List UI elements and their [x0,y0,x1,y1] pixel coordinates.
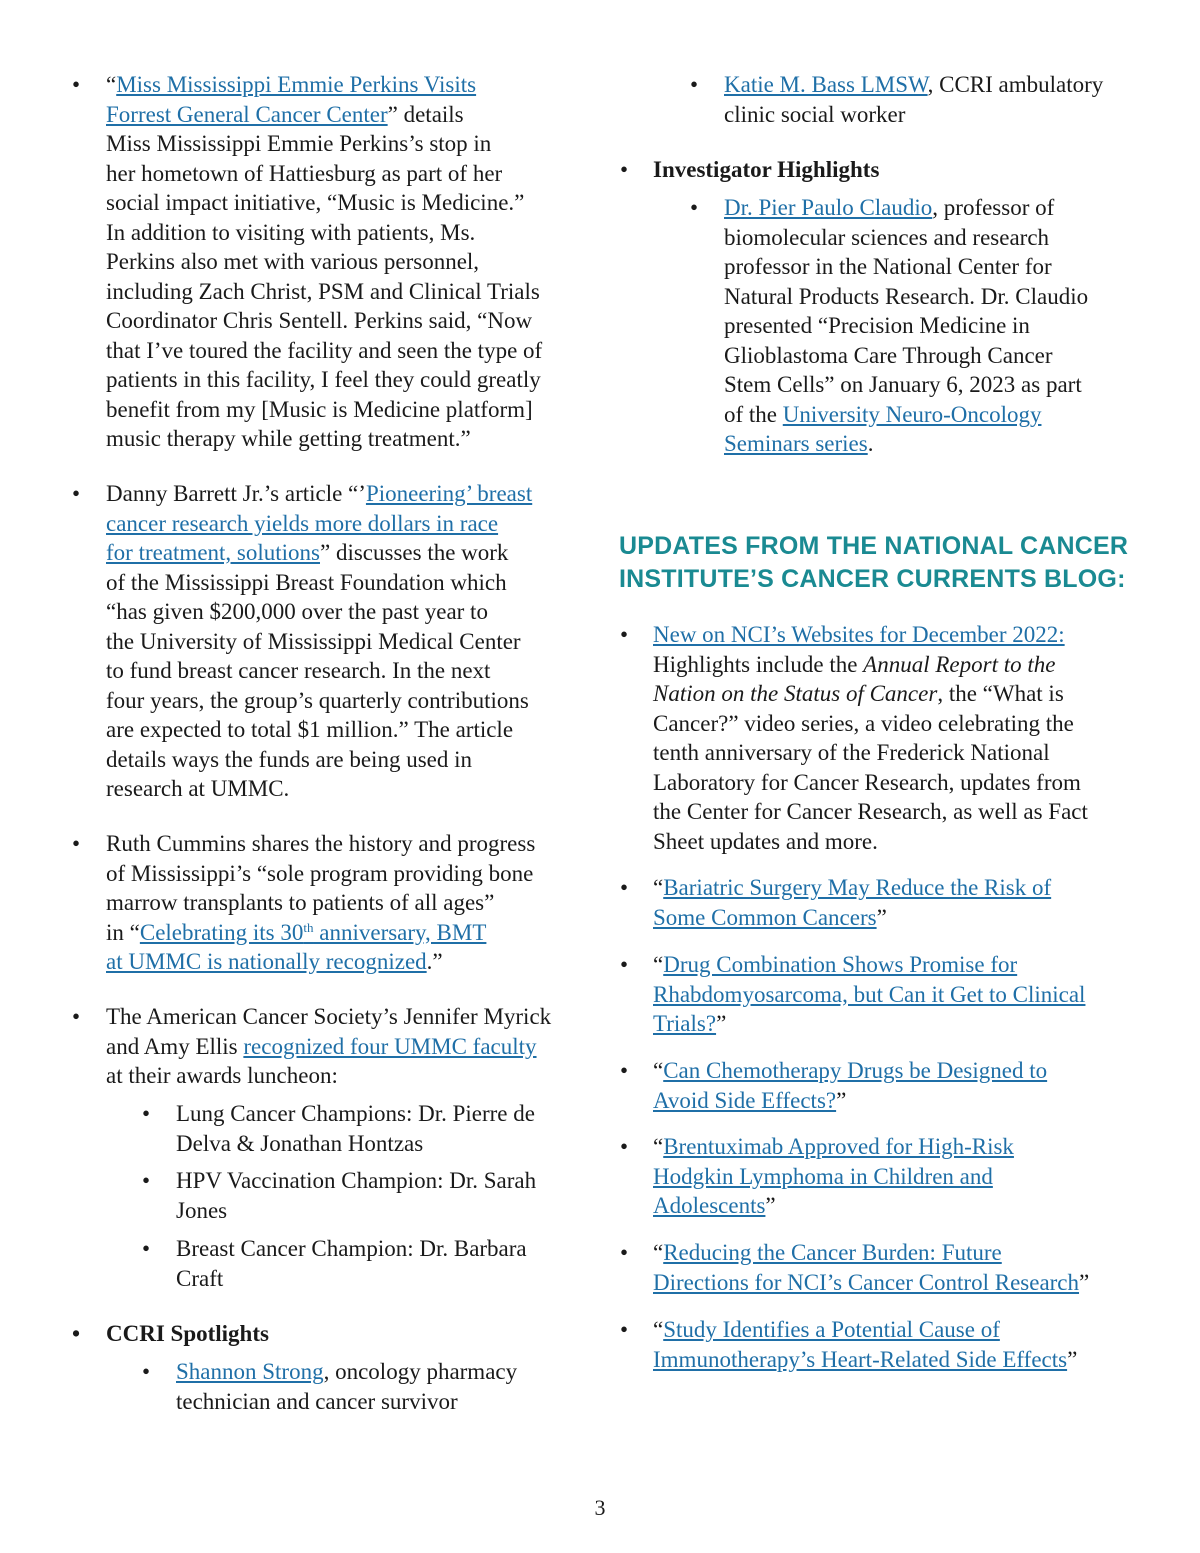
link-pioneering-breast-cancer-cont[interactable]: cancer research yields more dollars in race [106,510,499,536]
text-line: the University of Mississippi Medical Center [106,628,521,654]
text-line: Natural Products Research. Dr. Claudio [724,283,1089,309]
sub-item-hpv [176,1166,536,1225]
text-line: her hometown of Hattiesburg as part of her [106,160,503,186]
text: , CCRI ambulatory [927,72,1104,97]
text: Highlights include the [653,651,864,677]
text-line: are expected to total $1 million.” The article [106,717,514,742]
list-item-nci-websites [653,620,1088,856]
link-neuro-oncology-seminars-cont[interactable]: Seminars series [724,431,868,456]
sub-item-katie-bass [724,70,1103,129]
text: ” details [387,101,464,127]
bullet: • [620,875,629,900]
link-blog-drug-combination[interactable]: Drug Combination Shows Promise for [663,952,1018,977]
bullet: • [620,1240,629,1265]
link-shannon-strong[interactable]: Shannon Strong [176,1359,324,1384]
italic-title: Nation on the Status of Cancer [653,681,938,706]
list-item-blog [653,1238,1089,1297]
section-heading-nci-updates [619,530,1159,596]
bullet: • [620,1134,629,1159]
link-blog-cancer-burden[interactable]: Reducing the Cancer Burden: Future [663,1240,1002,1265]
text-line: four years, the group’s quarterly contributions [106,687,529,713]
sub-bullet: • [142,1359,151,1384]
link-nci-websites[interactable]: New on NCI’s Websites for December 2022: [653,622,1065,647]
link-blog-bariatric[interactable]: Bariatric Surgery May Reduce the Risk of [663,875,1052,900]
text-line: Glioblastoma Care Through Cancer [724,342,1053,368]
text-line: tenth anniversary of the Frederick National [653,740,1050,765]
link-katie-bass[interactable]: Katie M. Bass LMSW [724,72,928,97]
list-item-blog [653,1132,1014,1221]
bullet: • [72,1004,81,1029]
bullet: • [72,831,81,856]
text: Danny Barrett Jr.’s article “’ [106,481,366,506]
text: of the [724,401,783,427]
bullet: • [72,1321,81,1346]
link-blog-brentuximab-cont[interactable]: Hodgkin Lymphoma in Children and [653,1163,993,1189]
open-quote: “ [653,1134,664,1159]
text-line: clinic social worker [724,101,906,127]
sub-bullet: • [142,1168,151,1193]
text: and Amy Ellis [106,1033,244,1059]
sub-bullet: • [690,195,699,220]
text: .” [426,949,443,974]
text: , the “What is [937,681,1064,706]
text-line: technician and cancer survivor [176,1388,458,1414]
text-line: details ways the funds are being used in [106,746,472,772]
link-emmie-perkins-cont[interactable]: Forrest General Cancer Center [106,101,388,127]
text-line: The American Cancer Society’s Jennifer Myrick [106,1004,552,1029]
text: in “ [106,919,140,945]
text-line: Lung Cancer Champions: Dr. Pierre de [176,1101,535,1126]
list-item-bmt-ummc [106,829,535,977]
text-line: of the Mississippi Breast Foundation which [106,569,507,595]
list-item-acs-awards [106,1002,551,1091]
heading-line: INSTITUTE’S CANCER CURRENTS BLOG: [619,565,1126,593]
link-blog-drug-combination-cont[interactable]: Trials? [653,1011,717,1036]
sub-bullet: • [142,1101,151,1126]
text-line: social impact initiative, “Music is Medicine.” [106,190,525,215]
open-quote: “ [653,952,664,977]
text: , oncology pharmacy [323,1359,518,1384]
ccri-spotlights-title: CCRI Spotlights [106,1321,269,1346]
text-line: to fund breast cancer research. In the next [106,658,491,683]
text-line: presented “Precision Medicine in [724,313,1030,338]
bullet: • [620,622,629,647]
text-line: Sheet updates and more. [653,828,878,854]
text-line: Ruth Cummins shares the history and progress [106,831,536,856]
close-quote: ” [836,1087,847,1113]
link-text: Celebrating its 30 [139,919,304,945]
open-quote: “ [653,1240,664,1265]
bullet: • [620,1058,629,1083]
text: ” discusses the work [320,540,509,565]
sub-item-breast-cancer [176,1234,527,1293]
link-emmie-perkins[interactable]: Miss Mississippi Emmie Perkins Visits [116,72,477,97]
link-neuro-oncology-seminars[interactable]: University Neuro-Oncology [782,401,1042,427]
bullet: • [620,1317,629,1342]
open-quote: “ [106,72,117,97]
close-quote: ” [876,904,887,930]
text-line: the Center for Cancer Research, as well as Fact [653,799,1088,824]
link-blog-cancer-burden-cont[interactable]: Directions for NCI’s Cancer Control Research [653,1269,1080,1295]
list-item-blog [653,1315,1077,1374]
sub-bullet: • [690,72,699,97]
heading-line: UPDATES FROM THE NATIONAL CANCER [619,532,1129,560]
text-line: Laboratory for Cancer Research, updates from [653,769,1081,795]
list-item-blog [653,1056,1047,1115]
link-celebrating-bmt-cont[interactable]: at UMMC is nationally recognized [106,949,427,974]
sub-bullet: • [142,1236,151,1261]
text-line: Stem Cells” on January 6, 2023 as part [724,372,1082,397]
link-blog-brentuximab[interactable]: Brentuximab Approved for High-Risk [663,1134,1014,1159]
link-pioneering-breast-cancer[interactable]: Pioneering’ breast [365,481,533,506]
bullet: • [620,952,629,977]
link-claudio[interactable]: Dr. Pier Paulo Claudio [724,195,933,220]
superscript: th [303,919,314,935]
sub-item-lung-cancer [176,1099,535,1158]
link-blog-immunotherapy-cont[interactable]: Immunotherapy’s Heart-Related Side Effects [653,1346,1068,1372]
text-line: Miss Mississippi Emmie Perkins’s stop in [106,131,492,156]
text: , professor of [932,195,1055,220]
italic-title: Annual Report to the [863,651,1056,677]
link-recognized-faculty[interactable]: recognized four UMMC faculty [243,1033,537,1059]
link-celebrating-bmt[interactable] [140,920,487,945]
list-item-blog [653,873,1051,932]
link-blog-drug-combination-cont[interactable]: Rhabdomyosarcoma, but Can it Get to Clinical [653,981,1086,1007]
open-quote: “ [653,1058,664,1083]
close-quote: ” [765,1193,776,1218]
text-line: patients in this facility, I feel they could greatly [106,367,541,392]
open-quote: “ [653,875,664,900]
link-text: anniversary, BMT [313,919,487,945]
text-line: research at UMMC. [106,776,290,801]
sub-item-claudio [724,193,1088,459]
text-line: HPV Vaccination Champion: Dr. Sarah [176,1168,537,1193]
link-pioneering-breast-cancer-cont[interactable]: for treatment, solutions [106,540,320,565]
bullet: • [72,72,81,97]
bullet: • [620,157,629,182]
bullet: • [72,481,81,506]
text-line: biomolecular sciences and research [724,224,1050,250]
text-line: Breast Cancer Champion: Dr. Barbara [176,1236,527,1261]
investigator-highlights-title: Investigator Highlights [653,157,880,182]
list-item-breast-foundation [106,479,532,804]
text-line: In addition to visiting with patients, Ms. [106,219,476,245]
link-blog-bariatric-cont[interactable]: Some Common Cancers [653,904,877,930]
list-item-emmie-perkins [106,70,542,454]
link-blog-brentuximab-cont[interactable]: Adolescents [653,1193,766,1218]
text: . [867,431,874,456]
text-line: Delva & Jonathan Hontzas [176,1130,424,1156]
text-line: including Zach Christ, PSM and Clinical Trials [106,278,540,304]
sub-item-shannon-strong [176,1357,517,1416]
text-line: music therapy while getting treatment.” [106,426,471,451]
close-quote: ” [1067,1346,1078,1372]
text-line: of Mississippi’s “sole program providing bone [106,860,534,886]
text-line: “has given $200,000 over the past year to [106,599,488,624]
list-item-blog [653,950,1085,1039]
close-quote: ” [1079,1269,1090,1295]
page-number: 3 [594,1495,606,1520]
text-line: professor in the National Center for [724,254,1052,279]
text-line: marrow transplants to patients of all ages” [106,890,495,915]
text-line: that I’ve toured the facility and seen the type of [106,337,543,363]
text-line: Craft [176,1265,224,1291]
link-blog-chemotherapy-cont[interactable]: Avoid Side Effects? [653,1087,837,1113]
text-line: at their awards luncheon: [106,1063,338,1088]
text-line: Jones [176,1197,228,1223]
text-line: Cancer?” video series, a video celebrating the [653,710,1074,736]
link-blog-immunotherapy[interactable]: Study Identifies a Potential Cause of [663,1317,1000,1342]
text-line: benefit from my [Music is Medicine platform] [106,396,533,422]
text-line: Coordinator Chris Sentell. Perkins said, “Now [106,308,533,333]
link-blog-chemotherapy[interactable]: Can Chemotherapy Drugs be Designed to [663,1058,1048,1083]
open-quote: “ [653,1317,664,1342]
close-quote: ” [716,1011,727,1036]
text-line: Perkins also met with various personnel, [106,249,480,274]
